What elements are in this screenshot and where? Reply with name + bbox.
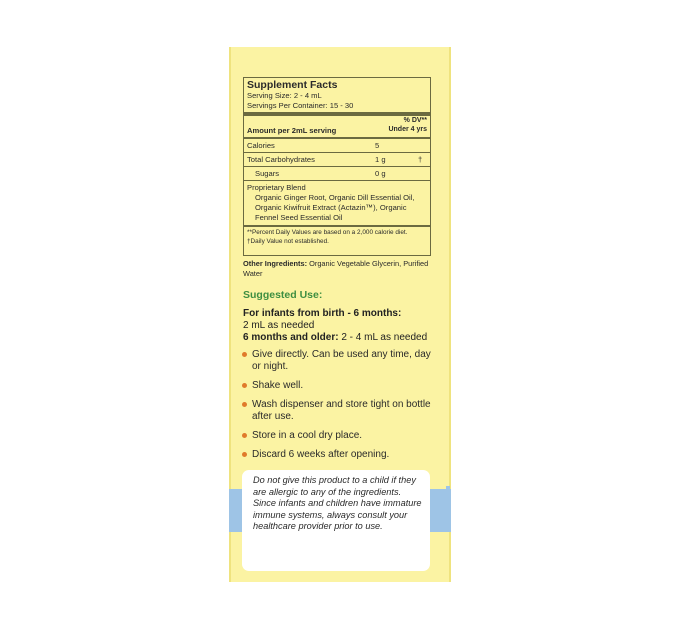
- other-ingredients-value: Organic Vegetable Glycerin, Purified Water: [243, 259, 429, 278]
- row-label: Total Carbohydrates: [247, 155, 315, 164]
- bullet-text: Shake well.: [252, 380, 304, 392]
- infants-dose-label: For infants from birth - 6 months:: [243, 308, 402, 319]
- footnote-dv: **Percent Daily Values are based on a 2,000 calorie diet.: [247, 229, 408, 236]
- footnote-dagger: †Daily Value not established.: [247, 237, 329, 245]
- proprietary-blend: [244, 180, 430, 225]
- list-item: [241, 430, 441, 442]
- row-dv: †: [418, 155, 423, 164]
- blend-title: Proprietary Blend: [247, 183, 306, 192]
- supplement-facts-title: Supplement Facts: [247, 79, 338, 91]
- row-amount: 5: [375, 141, 380, 150]
- bullet-text: Wash dispenser and store tight on bottle after use.: [252, 398, 431, 423]
- bullet-dot-icon: [242, 452, 247, 457]
- facts-row-sugars: [244, 166, 430, 180]
- dv-header: [388, 117, 427, 134]
- dv-header-line1: % DV**: [403, 117, 427, 124]
- facts-row-carbohydrates: [244, 152, 430, 166]
- list-item: [241, 349, 441, 374]
- bullet-dot-icon: [242, 383, 247, 388]
- older-dose-label: 6 months and older:: [243, 332, 339, 343]
- bullet-dot-icon: [242, 433, 247, 438]
- list-item: [241, 449, 441, 461]
- usage-bullets: [241, 349, 441, 468]
- amount-per-serving: Amount per 2mL serving: [247, 126, 337, 135]
- facts-row-calories: [244, 139, 430, 152]
- servings-per-container: Servings Per Container: 15 - 30: [247, 101, 354, 110]
- other-ingredients: [243, 259, 439, 279]
- dosing-instructions: [243, 308, 448, 344]
- bullet-dot-icon: [242, 402, 247, 407]
- bullet-text: Store in a cool dry place.: [252, 429, 363, 441]
- bullet-text: Give directly. Can be used any time, day or night.: [252, 349, 431, 373]
- bullet-text: Discard 6 weeks after opening.: [252, 448, 390, 460]
- serving-size: Serving Size: 2 - 4 mL: [247, 91, 322, 100]
- row-amount: 1 g: [375, 155, 386, 164]
- suggested-use-heading: Suggested Use:: [243, 289, 323, 301]
- row-label: Calories: [247, 141, 275, 150]
- row-label: Sugars: [255, 169, 280, 178]
- blend-ingredients: Organic Ginger Root, Organic Dill Essential Oil, Organic Kiwifruit Extract (Actazin™), Organic Fennel Seed Essential Oil: [255, 193, 415, 222]
- facts-header: [244, 116, 430, 137]
- label-panel: [229, 47, 451, 582]
- list-item: [241, 399, 441, 424]
- warning-box: Do not give this product to a child if they are allergic to any of the ingredients. Since infants and children have immature immune systems, always consult your healthcare provider prior to use.: [242, 470, 430, 571]
- blue-band-tab: [446, 486, 450, 492]
- older-dose-value: 2 - 4 mL as needed: [338, 332, 428, 343]
- dv-header-line2: Under 4 yrs: [388, 125, 427, 133]
- row-amount: 0 g: [375, 169, 386, 178]
- supplement-facts-box: [243, 77, 431, 256]
- other-ingredients-label: Other Ingredients:: [243, 259, 308, 268]
- list-item: [241, 380, 441, 392]
- bullet-dot-icon: [242, 352, 247, 357]
- facts-footnotes: [244, 225, 430, 248]
- infants-dose-value: 2 mL as needed: [243, 320, 315, 331]
